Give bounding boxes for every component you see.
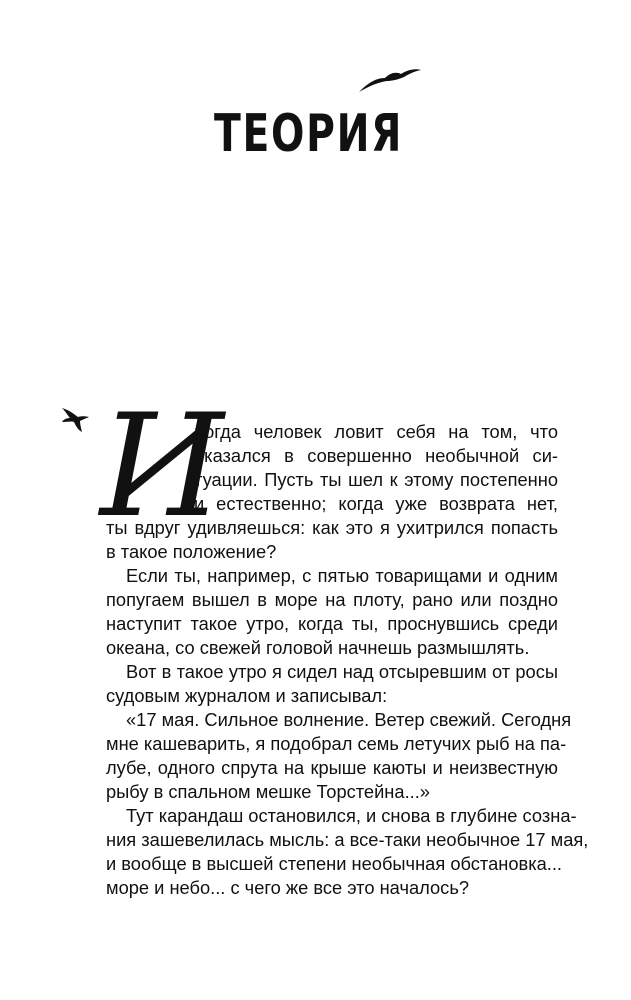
text-line: море и небо... с чего же все это началось? bbox=[106, 877, 470, 898]
text-line: океана, со свежей головой начнешь размышлять. bbox=[106, 637, 530, 658]
text-line: наступит такое утро, когда ты, проснувшись среди bbox=[106, 613, 558, 634]
text-line: ногда человек ловит себя на том, что bbox=[194, 421, 558, 442]
text-line: «17 мая. Сильное волнение. Ветер свежий. Сегодня bbox=[126, 709, 572, 730]
text-line: мне кашеварить, я подобрал семь летучих рыб на па- bbox=[106, 733, 567, 754]
text-line: ния зашевелилась мысль: а все-таки необычное 17 мая, bbox=[106, 829, 589, 850]
text-line: рыбу в спальном мешке Торстейна...» bbox=[106, 781, 430, 802]
text-line: в такое положение? bbox=[106, 541, 277, 562]
text-line: попугаем вышел в море на плоту, рано или поздно bbox=[106, 589, 558, 610]
opening-paragraph bbox=[106, 420, 589, 900]
text-line: Тут карандаш остановился, и снова в глубине созна- bbox=[126, 805, 577, 826]
text-line: ты вдруг удивляешься: как это я ухитрился попасть bbox=[106, 517, 558, 538]
text-line: туации. Пусть ты шел к этому постепенно bbox=[194, 469, 558, 490]
seagull-icon bbox=[357, 66, 423, 94]
text-line: и естественно; когда уже возврата нет, bbox=[194, 493, 558, 514]
text-line: лубе, одного спрута на крыше каюты и неизвестную bbox=[106, 757, 558, 778]
text-line: судовым журналом и записывал: bbox=[106, 685, 388, 706]
text-line: оказался в совершенно необычной си- bbox=[194, 445, 558, 466]
text-line: Вот в такое утро я сидел над отсыревшим от росы bbox=[126, 661, 558, 682]
chapter-title: ТЕОРИЯ bbox=[214, 104, 404, 164]
drop-cap: И bbox=[100, 384, 224, 549]
text-line: Если ты, например, с пятью товарищами и одним bbox=[126, 565, 558, 586]
text-line: и вообще в высшей степени необычная обстановка... bbox=[106, 853, 563, 874]
bird-icon bbox=[60, 404, 90, 434]
